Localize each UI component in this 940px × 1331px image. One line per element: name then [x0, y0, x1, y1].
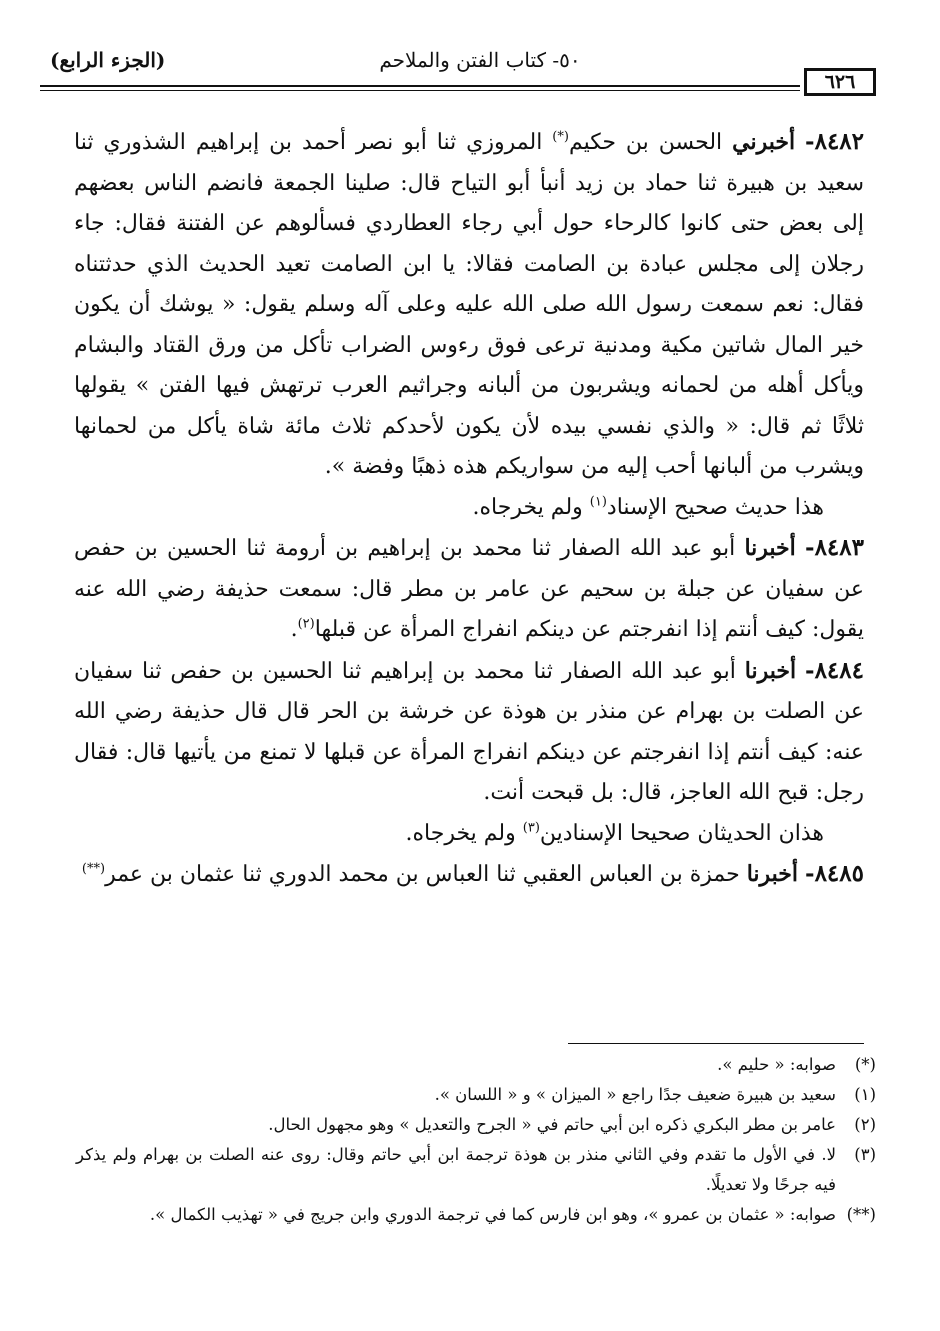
footnote-marker: (١): [854, 1085, 876, 1104]
footnote-text: لا. في الأول ما تقدم وفي الثاني منذر بن هوذة ترجمة ابن أبي حاتم وقال: روى عنه الصلت بن بهرام ولم يذكر فيه جرحًا ولا تعديلًا.: [76, 1145, 836, 1194]
hadith-number: ٨٤٨٢-: [805, 128, 865, 155]
hadith-verb: أخبرني: [732, 129, 796, 155]
hadith-8483: [74, 528, 864, 651]
hadith-verb: أخبرنا: [744, 657, 797, 684]
footnote: [76, 1050, 876, 1080]
hadith-text: المروزي ثنا أبو نصر أحمد بن إبراهيم الشذوري ثنا سعيد بن هبيرة ثنا حماد بن زيد أنبأ أبو التياح قال: صلينا الجمعة فانضم الناس بعضهم إلى بعض حتى كانوا كالرحاء حول أبي رجاء العطاردي فسألوهم عن الفتنة فقال: جاء رجلان إلى مجلس عبادة بن الصامت فقالا: يا ابن الصامت تعيد الحديث الذي حدثتناه فقال: نعم سمعت رسول الله صلى الله عليه وعلى آله وسلم يقول: « يوشك أن يكون خير المال شاتين مكية ومدنية ترعى فوق رءوس الضراب تأكل من ورق القتاد والبشام ويأكل أهله من لحمانه ويشربون من ألبانه وجراثيم العرب ترتهش فيها الفتن » يقولها ثلاثًا ثم قال: « والذي نفسي بيده لأن يكون لأحدكم ثلاث مائة شاة يأكل من لحمانها ويشرب من ألبانها أحب إليه من سواريكم هذه ذهبًا وفضة ».: [74, 130, 864, 479]
hadith-text: .: [290, 617, 298, 642]
footnote-marker: (٣): [854, 1145, 876, 1164]
footnote-ref[interactable]: (٣): [522, 820, 540, 836]
footnotes: [76, 1050, 876, 1230]
header-rule: [40, 85, 800, 91]
footnote: [76, 1110, 876, 1140]
grading-comment: [74, 488, 864, 529]
footnote-text: صوابه: « حليم ».: [717, 1055, 836, 1074]
hadith-verb: أخبرنا: [746, 861, 799, 887]
hadith-number: ٨٤٨٤-: [805, 656, 864, 684]
main-text: [74, 122, 864, 896]
footnote: [76, 1200, 876, 1230]
footnote: [76, 1080, 876, 1110]
page-number: ٦٢٦: [804, 68, 876, 96]
hadith-text: أبو عبد الله الصفار ثنا محمد بن إبراهيم ثنا الحسين بن حفص ثنا سفيان عن الصلت بن بهرام عن منذر بن هوذة عن خرشة بن الحر قال قال حذيفة رضي الله عنه: كيف أنتم إذا انفرجتم عن دينكم انفراج المرأة عن قبلها لا تمنع من يأتيها قال: فقال رجل: قبح الله العاجز، قال: بل قبحت أنت.: [74, 658, 864, 805]
hadith-8482: [74, 122, 864, 488]
footnote: [76, 1140, 876, 1200]
footnote-marker: (٢): [854, 1115, 876, 1134]
footnote-separator: [568, 1043, 864, 1044]
grading-comment: [74, 814, 864, 855]
footnote-text: سعيد بن هبيرة ضعيف جدًا راجع « الميزان » و « اللسان ».: [434, 1085, 836, 1104]
footnote-ref[interactable]: (**): [81, 861, 106, 877]
footnote-marker: (**): [846, 1205, 876, 1224]
comment-text: هذا حديث صحيح الإسناد: [606, 494, 824, 520]
hadith-number: ٨٤٨٣-: [805, 534, 864, 561]
footnote-marker: (*): [854, 1055, 876, 1074]
hadith-text: الحسن بن حكيم: [568, 130, 723, 155]
footnote-text: صوابه: « عثمان بن عمرو »، وهو ابن فارس كما في ترجمة الدوري وابن جريج في « تهذيب الكمال ».: [149, 1205, 836, 1224]
comment-text: هذان الحديثان صحيحا الإسنادين: [539, 820, 824, 846]
chapter-title: ٥٠- كتاب الفتن والملاحم: [379, 48, 581, 72]
hadith-number: ٨٤٨٥-: [805, 860, 864, 887]
hadith-8485: [74, 854, 864, 896]
comment-text: ولم يخرجاه.: [472, 494, 583, 520]
hadith-text: أبو عبد الله الصفار ثنا محمد بن إبراهيم بن أرومة ثنا الحسين بن حفص عن سفيان عن جبلة بن سحيم عن عامر بن مطر قال: سمعت حذيفة رضي الله عنه يقول: كيف أنتم إذا انفرجتم عن دينكم انفراج المرأة عن قبلها: [74, 536, 864, 642]
hadith-8484: [74, 651, 864, 814]
footnote-ref[interactable]: (٢): [297, 616, 315, 632]
page-header: [40, 48, 876, 96]
footnote-ref[interactable]: (*): [552, 129, 569, 145]
footnote-text: عامر بن مطر البكري ذكره ابن أبي حاتم في « الجرح والتعديل » وهو مجهول الحال.: [268, 1115, 836, 1134]
comment-text: ولم يخرجاه.: [405, 820, 516, 846]
volume-label: (الجزء الرابع): [50, 48, 166, 72]
hadith-verb: أخبرنا: [744, 535, 796, 561]
hadith-text: حمزة بن العباس العقبي ثنا العباس بن محمد الدوري ثنا عثمان بن عمر: [105, 862, 740, 887]
footnote-ref[interactable]: (١): [589, 494, 607, 510]
